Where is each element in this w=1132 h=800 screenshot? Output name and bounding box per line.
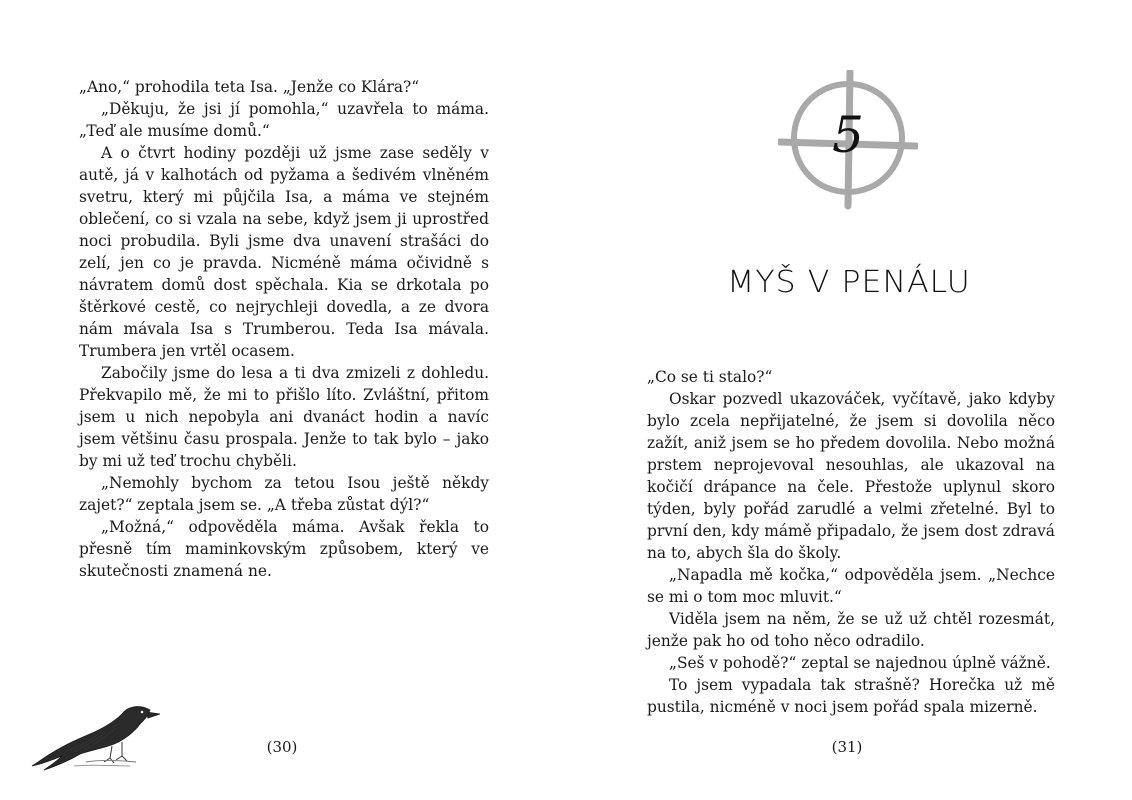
chapter-emblem bbox=[778, 70, 918, 210]
chapter-number: 5 bbox=[832, 106, 864, 164]
paragraph: „Děkuju, že jsi jí pomohla,“ uzavřela to máma. „Teď ale musíme domů.“ bbox=[79, 100, 489, 140]
paragraph: „Co se ti stalo?“ bbox=[647, 368, 773, 386]
right-page bbox=[566, 0, 1132, 800]
paragraph: „Napadla mě kočka,“ odpověděla jsem. „Nechce se mi o tom moc mluvit.“ bbox=[647, 566, 1055, 606]
paragraph: Zabočily jsme do lesa a ti dva zmizeli z dohledu. Překvapilo mě, že mi to přišlo líto. Zvláštní, přitom jsem u nich nepobyla ani dvanáct hodin a navíc jsem většinu času prospala. Jenže to tak bylo – jako by mi už teď trochu chyběli. bbox=[79, 364, 489, 470]
paragraph: Viděla jsem na něm, že se už už chtěl rozesmát, jenže pak ho od toho něco odradilo. bbox=[647, 610, 1055, 650]
paragraph: „Seš v pohodě?“ zeptal se najednou úplně vážně. bbox=[669, 654, 1051, 672]
paragraph: „Ano,“ prohodila teta Isa. „Jenže co Klára?“ bbox=[79, 78, 420, 96]
chapter-title: MYŠ V PENÁLU bbox=[727, 265, 971, 300]
raven-icon bbox=[26, 688, 166, 778]
right-page-text bbox=[647, 366, 1055, 718]
paragraph: „Nemohly bychom za tetou Isou ještě někdy zajet?“ zeptala jsem se. „A třeba zůstat dýl?“ bbox=[79, 474, 489, 514]
paragraph: „Možná,“ odpověděla máma. Avšak řekla to přesně tím maminkovským způsobem, který ve skutečnosti znamená ne. bbox=[79, 518, 489, 580]
left-page-text bbox=[79, 76, 489, 582]
paragraph: To jsem vypadala tak strašně? Horečka už mě pustila, nicméně v noci jsem pořád spala mizerně. bbox=[647, 676, 1055, 716]
paragraph: A o čtvrt hodiny později už jsme zase seděly v autě, já v kalhotách od pyžama a šedivém vlněném svetru, který mi půjčila Isa, a máma ve stejném oblečení, co si vzala na sebe, když jsem ji uprostřed noci probudila. Byli jsme dva unavení strašáci do zelí, jen co je pravda. Nicméně máma očividně s návratem domů dost spěchala. Kia se drkotala po štěrkové cestě, co nejrychleji dovedla, a ze dvora nám mávala Isa s Trumberou. Teda Isa mávala. Trumbera jen vrtěl ocasem. bbox=[79, 144, 489, 360]
page-number: (31) bbox=[831, 738, 863, 756]
paragraph: Oskar pozvedl ukazováček, vyčítavě, jako kdyby bylo zcela nepřijatelné, že jsem si dovolila něco zažít, aniž jsem se ho předem dovolila. Nebo možná prstem neprojevoval nesouhlas, ale ukazoval na kočičí drápance na čele. Přestože uplynul skoro týden, byly pořád zarudlé a velmi zřetelné. Byl to první den, kdy mámě připadalo, že jsem dost zdravá na to, abych šla do školy. bbox=[647, 390, 1055, 562]
page-number: (30) bbox=[266, 738, 298, 756]
